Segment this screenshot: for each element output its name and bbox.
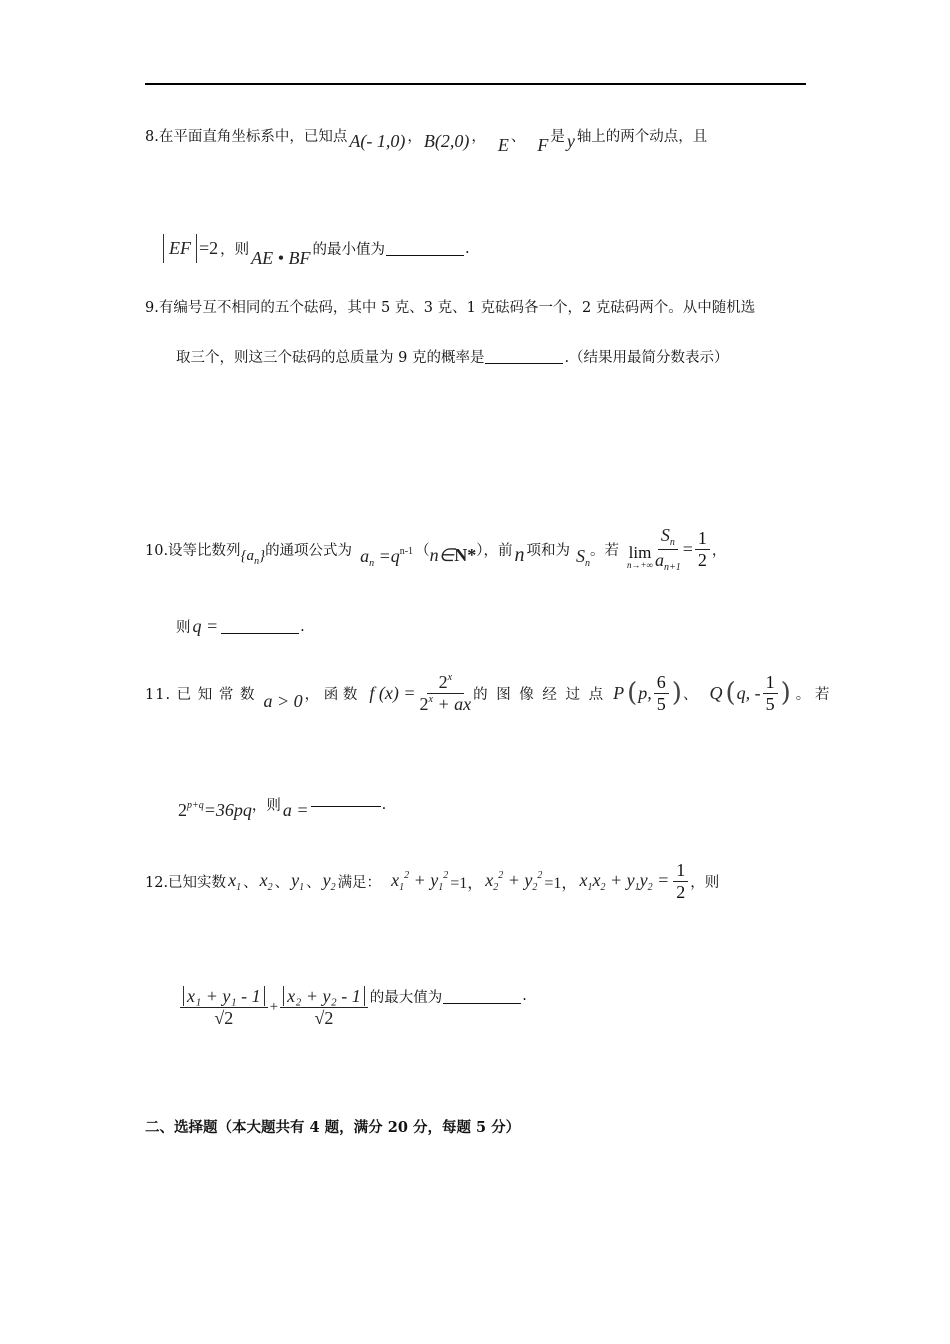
plus: + (409, 869, 431, 890)
square: 2 (498, 869, 504, 881)
section-heading (145, 1116, 520, 1137)
comma: ， (471, 129, 486, 145)
separator: 、 (510, 129, 526, 145)
q12-text: 的最大值为 (369, 989, 443, 1006)
half (673, 860, 688, 902)
subscript: 1 (634, 881, 640, 893)
q12-text: 12.已知实数 (145, 874, 227, 891)
question-10-line-2 (176, 616, 305, 637)
q11-text: 11. 已 知 常 数 (145, 686, 256, 703)
q8-text: ，则 (220, 242, 250, 258)
var-y: y (322, 869, 331, 890)
equation: =36pq (203, 800, 252, 820)
plus: + (503, 869, 525, 890)
point-p: P (613, 682, 625, 703)
var-y: y (524, 869, 533, 890)
var-x: x (579, 869, 588, 890)
separator: 、 (682, 686, 698, 703)
q10-text: ），前 (476, 542, 513, 559)
q12-text: ，则 (690, 874, 720, 891)
subscript: 1 (236, 881, 242, 893)
q11-text: 。 若 (795, 686, 830, 703)
brace: } (259, 547, 266, 564)
separator: 、 (274, 874, 290, 891)
numerator: x₂ + y₂ - 1 (283, 986, 365, 1006)
subscript: n (669, 537, 675, 548)
answer-blank[interactable] (386, 241, 464, 256)
p-coord: p, (638, 682, 652, 703)
sqrt-two: √2 (314, 1007, 334, 1028)
denominator: 5 (765, 693, 775, 714)
var-y: y (291, 869, 300, 890)
answer-blank[interactable] (311, 802, 381, 807)
exponent: p+q (187, 800, 204, 811)
numerator: 6 (654, 672, 669, 694)
q9-text: 取三个，则这三个砝码的总质量为 9 克的概率是 (176, 350, 485, 366)
sqrt-two: √2 (214, 1007, 234, 1028)
square: 2 (537, 869, 543, 881)
q9-text: .（结果用最简分数表示） (564, 350, 729, 366)
var-a: a = (282, 800, 309, 820)
denominator: 2 (676, 881, 686, 902)
exponent: x (447, 672, 453, 683)
var-x: x (259, 869, 268, 890)
exponent: n-1 (399, 545, 414, 557)
comma: ， (711, 542, 727, 559)
eq-two: =2 (199, 238, 219, 258)
header-rule (145, 83, 806, 85)
question-11-line-1: 11. 已 知 常 数 a > 0 ， 函 数 f (x) = $\frac{2^x}{2^x + ax}$ 的 图 像 经 过 点 P ( p, $\frac{6}{5}$ ) 、 Q ( q, - $\frac{1}{5}$ ) 。 若 (145, 672, 830, 714)
fraction (655, 525, 681, 573)
q11-text: 的 图 像 经 过 点 (473, 686, 606, 703)
q8-text: 8.在平面直角坐标系中，已知点 (145, 129, 348, 145)
subscript: 2 (532, 881, 538, 893)
separator: 、 (243, 874, 258, 891)
point-b: B(2,0) (423, 131, 470, 151)
question-12-line-1 (145, 860, 719, 902)
numerator: x₁ + y₁ - 1 (183, 986, 265, 1006)
subscript: n+1 (664, 561, 681, 573)
period: . (522, 988, 527, 1005)
q10-text: 10.设等比数列 (145, 542, 241, 559)
exponent: x (428, 693, 433, 705)
term: a (360, 545, 370, 566)
q8-text: 轴上的两个动点，且 (576, 129, 708, 145)
denominator: 2 (697, 549, 707, 570)
plus: + (269, 998, 279, 1015)
section-title: 二、选择题（本大题共有 4 题，满分 20 分，每题 5 分） (145, 1119, 521, 1136)
equals: = (682, 538, 693, 559)
q10-text: 项和为 (526, 542, 570, 559)
subscript: n (254, 555, 260, 567)
subscript: 1 (299, 881, 305, 893)
var-n: n (514, 543, 525, 566)
subscript: 1 (587, 881, 593, 893)
q10-text: 。若 (590, 542, 619, 559)
var-y: y (430, 869, 439, 890)
numerator: 1 (673, 860, 688, 882)
question-11-line-2 (178, 794, 387, 820)
function: f (x) = (369, 682, 416, 703)
equals-one: =1， (450, 874, 484, 892)
plus: + (605, 869, 627, 890)
question-9-line-2 (176, 346, 729, 367)
fraction (654, 672, 669, 714)
var-y: y (626, 869, 635, 890)
q10-text: 则 (176, 620, 191, 636)
condition: a > 0 (263, 690, 303, 711)
denominator-tail: + ax (432, 693, 472, 714)
var-x: x (391, 869, 400, 890)
var-y: y (639, 869, 648, 890)
q-coord: q, - (736, 682, 761, 703)
var-x: x (592, 869, 601, 890)
answer-blank[interactable] (485, 349, 563, 364)
answer-blank[interactable] (443, 989, 521, 1004)
condition: n∈ (429, 544, 455, 565)
paren: （ (415, 542, 430, 559)
denominator: a (655, 549, 664, 570)
var-x: x (228, 869, 237, 890)
question-10-line-1 (145, 525, 726, 573)
numerator: 2 (438, 672, 448, 692)
subscript: 1 (438, 881, 444, 893)
q11-text: ， 函 数 (304, 686, 358, 703)
equals-one: =1， (544, 874, 578, 892)
q8-text: 的最小值为 (312, 242, 385, 258)
question-8-line-1 (145, 125, 708, 155)
point-a: A(- 1,0) (349, 131, 406, 151)
numerator: 1 (763, 672, 778, 694)
var-y: y (566, 131, 575, 151)
q11-text: ，则 (251, 798, 281, 814)
naturals: N* (454, 544, 477, 565)
denominator: 5 (656, 693, 666, 714)
point-e: E (497, 135, 509, 155)
equals: = (652, 869, 670, 890)
answer-blank[interactable] (221, 619, 299, 634)
comma: ， (407, 129, 422, 145)
q8-text: 是 (550, 129, 565, 145)
q12-text: 满足： (337, 874, 382, 891)
var-q: q = (192, 616, 219, 636)
question-12-line-2 (178, 986, 527, 1028)
question-9-line-1 (145, 296, 755, 317)
sequence: {a (240, 547, 255, 564)
fraction (763, 672, 778, 714)
subscript: n (585, 557, 590, 569)
subscript: 2 (330, 881, 336, 893)
separator: 、 (306, 874, 321, 891)
square: 2 (404, 869, 410, 881)
fraction (280, 986, 368, 1028)
equals: =q (374, 545, 400, 566)
lim-sub: n→+∞ (627, 560, 653, 570)
var-x: x (485, 869, 494, 890)
period: . (464, 240, 470, 257)
fraction (180, 986, 268, 1028)
q9-text: 9.有编号互不相同的五个砝码，其中 5 克、3 克、1 克砝码各一个，2 克砝码两个。从中随机选 (145, 300, 756, 316)
subscript: 1 (399, 881, 405, 893)
period: . (381, 796, 387, 813)
question-8-line-2 (145, 234, 470, 268)
fraction (420, 672, 472, 714)
subscript: 2 (647, 881, 653, 893)
denominator: 2 (419, 693, 429, 714)
subscript: 2 (267, 881, 273, 893)
point-f: F (537, 135, 549, 155)
subscript: n (369, 557, 375, 569)
abs-ef: EF (163, 234, 197, 263)
half (695, 528, 710, 570)
square: 2 (443, 869, 449, 881)
subscript: 2 (600, 881, 606, 893)
q10-text: 的通项公式为 (265, 542, 353, 559)
sum: S (576, 545, 585, 566)
subscript: 2 (493, 881, 499, 893)
lim: lim (628, 543, 652, 562)
dot-product: AE • BF (251, 248, 311, 268)
numerator: 1 (695, 528, 710, 550)
numerator: S (660, 525, 670, 545)
point-q: Q (709, 682, 723, 703)
base: 2 (178, 800, 187, 820)
period: . (300, 618, 305, 635)
